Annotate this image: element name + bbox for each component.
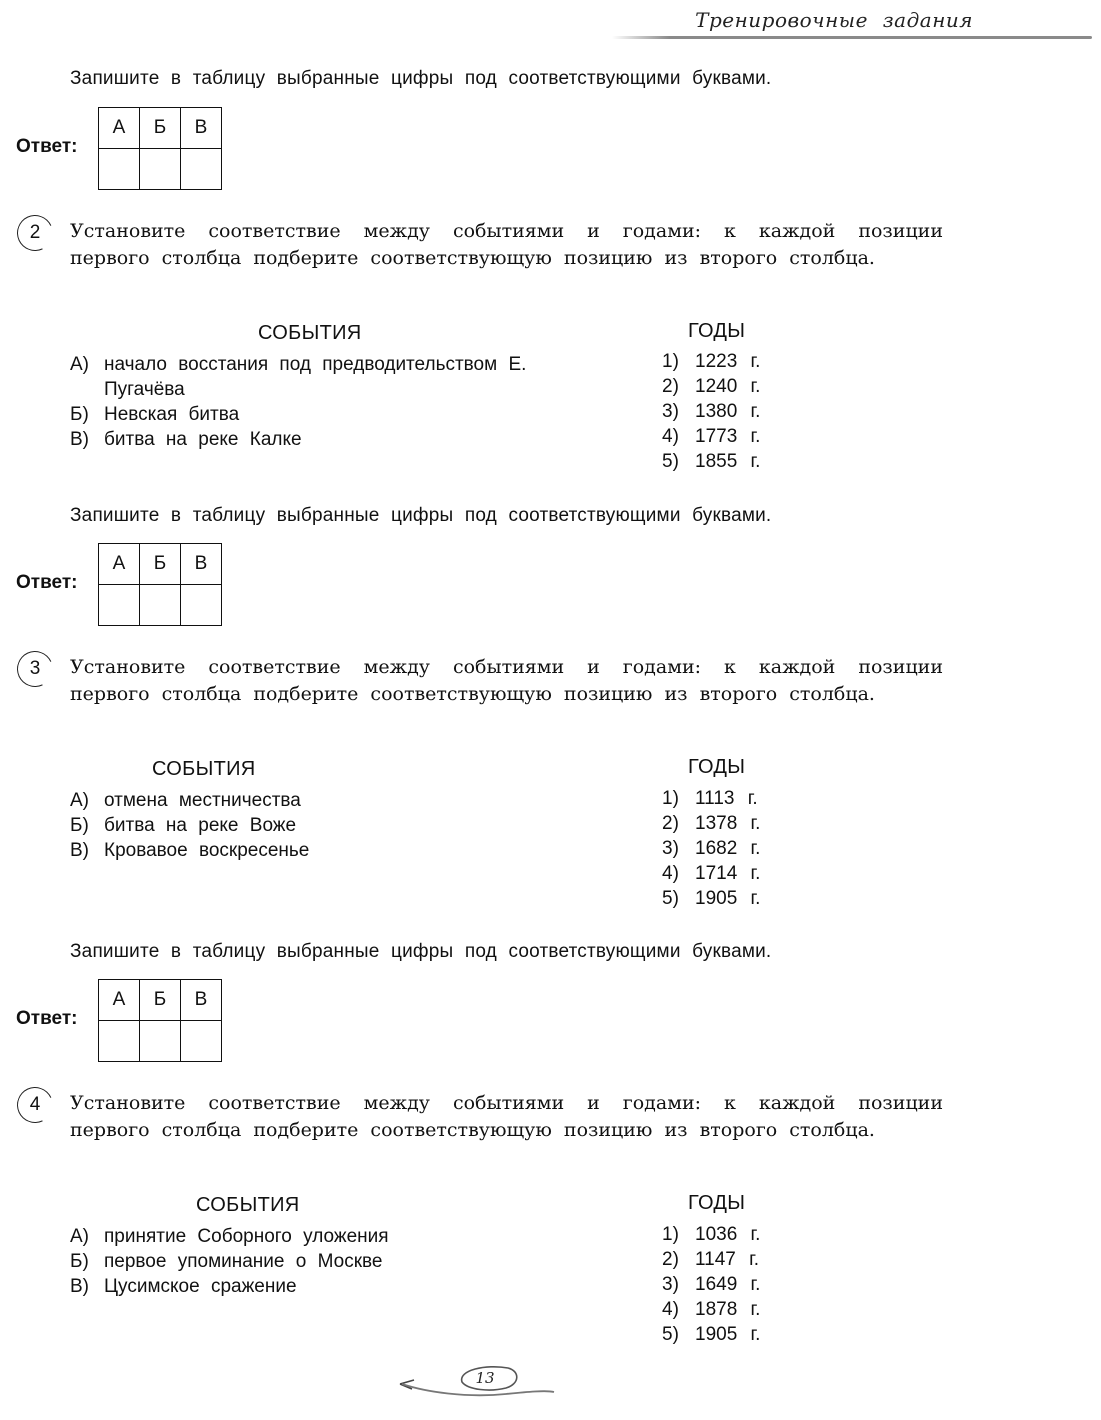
list-item: 4) 1714 г. (662, 863, 761, 884)
list-item: А) отмена местничества (70, 790, 301, 811)
answer-col-v: В (181, 108, 222, 149)
page-number-swirl-icon (396, 1362, 556, 1408)
list-item: 5) 1855 г. (662, 451, 761, 472)
answer-col-a: А (99, 108, 140, 149)
years-list-2 (662, 349, 760, 474)
list-item: 1) 1223 г. (662, 351, 761, 372)
answer-col-b: Б (140, 544, 181, 585)
list-item: Б) битва на реке Воже (70, 815, 297, 836)
list-item: Б) Невская битва (70, 404, 240, 425)
answer-col-b: Б (140, 108, 181, 149)
answer-cell-a[interactable] (99, 1021, 140, 1062)
answer-cell-a[interactable] (99, 149, 140, 190)
list-item: В) Кровавое воскресенье (70, 840, 310, 861)
list-item: 3) 1649 г. (662, 1274, 761, 1295)
years-header-2: ГОДЫ (688, 320, 746, 342)
list-item: Б) первое упоминание о Москве (70, 1251, 383, 1272)
answer-table-task-2 (98, 543, 222, 626)
years-list-4 (662, 1222, 760, 1347)
answer-cell-b[interactable] (140, 149, 181, 190)
answer-col-a: А (99, 544, 140, 585)
events-list-3 (70, 788, 584, 863)
page-number-text: 13 (475, 1369, 495, 1387)
task-number-badge-2: 2 (12, 210, 58, 256)
answer-col-v: В (181, 980, 222, 1021)
list-item: 5) 1905 г. (662, 1324, 761, 1345)
answer-cell-v[interactable] (181, 585, 222, 626)
page-number (396, 1362, 556, 1408)
answer-col-v: В (181, 544, 222, 585)
events-header-3: СОБЫТИЯ (152, 758, 256, 780)
list-item: А) принятие Соборного уложения (70, 1226, 389, 1247)
list-item: 2) 1147 г. (662, 1249, 760, 1270)
instruction-task-3: Запишите в таблицу выбранные цифры под соответствующими буквами. (70, 941, 772, 962)
answer-col-b: Б (140, 980, 181, 1021)
task-text-3: Установите соответствие между событиями и годами: к каждой позиции первого столбца подберите соответствующую позицию из второго столбца. (70, 656, 943, 705)
instruction-task-1: Запишите в таблицу выбранные цифры под соответствующими буквами. (70, 68, 772, 89)
list-item: 1) 1113 г. (662, 788, 758, 809)
events-header-2: СОБЫТИЯ (258, 322, 362, 344)
events-header-4: СОБЫТИЯ (196, 1194, 300, 1216)
list-item: 3) 1380 г. (662, 401, 761, 422)
answer-table-task-1 (98, 107, 222, 190)
years-list-3 (662, 786, 760, 911)
events-list-4 (70, 1224, 584, 1299)
task-text-4: Установите соответствие между событиями и годами: к каждой позиции первого столбца подберите соответствующую позицию из второго столбца. (70, 1092, 943, 1141)
list-item: 2) 1378 г. (662, 813, 761, 834)
list-item: 3) 1682 г. (662, 838, 761, 859)
list-item: 5) 1905 г. (662, 888, 761, 909)
answer-cell-b[interactable] (140, 585, 181, 626)
list-item: 4) 1878 г. (662, 1299, 761, 1320)
list-item: А) начало восстания под предводительством Е. Пугачёва (70, 354, 527, 400)
running-header-title: Тренировочные задания (695, 8, 973, 32)
answer-cell-b[interactable] (140, 1021, 181, 1062)
instruction-task-2: Запишите в таблицу выбранные цифры под соответствующими буквами. (70, 505, 772, 526)
answer-label-task-2: Ответ: (16, 572, 78, 593)
list-item: В) Цусимское сражение (70, 1276, 297, 1297)
answer-label-task-1: Ответ: (16, 136, 78, 157)
events-list-2 (70, 352, 584, 452)
list-item: 4) 1773 г. (662, 426, 761, 447)
task-number-badge-4: 4 (12, 1082, 58, 1128)
answer-label-task-3: Ответ: (16, 1008, 78, 1029)
answer-col-a: А (99, 980, 140, 1021)
answer-cell-a[interactable] (99, 585, 140, 626)
answer-cell-v[interactable] (181, 149, 222, 190)
task-text-2: Установите соответствие между событиями и годами: к каждой позиции первого столбца подберите соответствующую позицию из второго столбца. (70, 220, 943, 269)
years-header-4: ГОДЫ (688, 1192, 746, 1214)
answer-table-task-3 (98, 979, 222, 1062)
task-number-badge-3: 3 (12, 646, 58, 692)
list-item: В) битва на реке Калке (70, 429, 302, 450)
answer-cell-v[interactable] (181, 1021, 222, 1062)
header-rule (612, 36, 1092, 39)
list-item: 2) 1240 г. (662, 376, 761, 397)
list-item: 1) 1036 г. (662, 1224, 761, 1245)
years-header-3: ГОДЫ (688, 756, 746, 778)
